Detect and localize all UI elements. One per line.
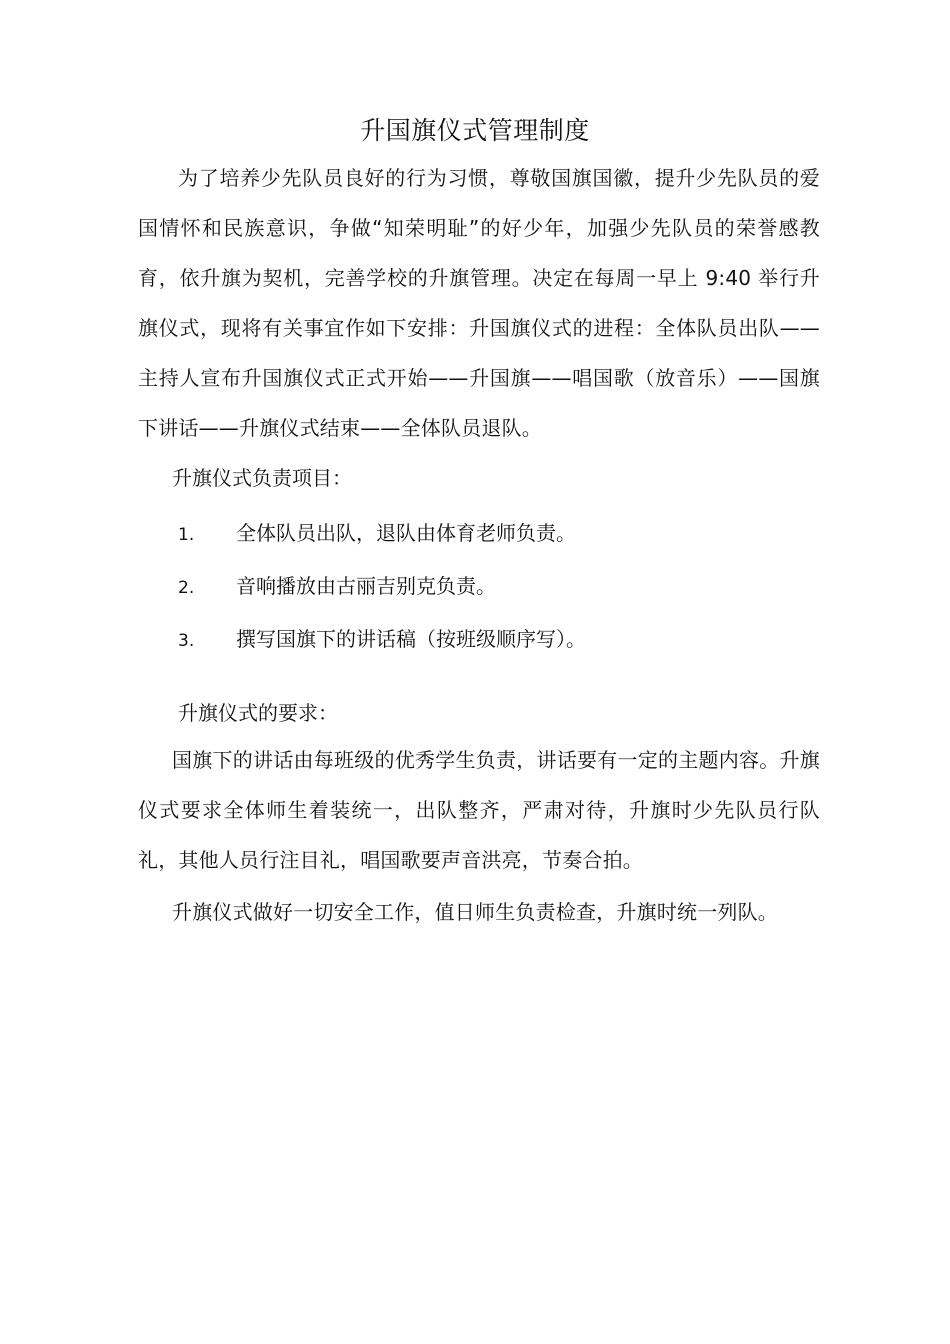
- document-title: 升国旗仪式管理制度: [360, 116, 590, 145]
- list-item-text: 音响播放由古丽吉别克负责。: [236, 574, 496, 598]
- intro-paragraph: 为了培养少先队员良好的行为习惯，尊敬国旗国徽，提升少先队员的爱国情怀和民族意识，争做“知荣明耻”的好少年，加强少先队员的荣誉感教育，依升旗为契机，完善学校的升旗管理。决定在每周一早上 9:40 举行升旗仪式，现将有关事宜作如下安排：升国旗仪式的进程：全体队员出队——主持人宣布升国旗仪式正式开始——升国旗——唱国歌（放音乐）——国旗下讲话——升旗仪式结束——全体队员退队。: [138, 166, 820, 440]
- list-item-number: 1.: [178, 525, 195, 545]
- list-item-text: 撰写国旗下的讲话稿（按班级顺序写）。: [236, 627, 586, 651]
- requirements-heading: 升旗仪式的要求：: [178, 701, 338, 725]
- responsibilities-heading: 升旗仪式负责项目：: [172, 466, 352, 490]
- list-item-text: 全体队员出队，退队由体育老师负责。: [236, 521, 576, 545]
- list-item-number: 2.: [178, 578, 195, 598]
- list-item-number: 3.: [178, 631, 195, 651]
- safety-paragraph: 升旗仪式做好一切安全工作，值日师生负责检查，升旗时统一列队。: [172, 900, 778, 924]
- requirements-paragraph: 国旗下的讲话由每班级的优秀学生负责，讲话要有一定的主题内容。升旗仪式要求全体师生着装统一，出队整齐，严肃对待，升旗时少先队员行队礼，其他人员行注目礼，唱国歌要声音洪亮，节奏合拍。: [138, 748, 820, 872]
